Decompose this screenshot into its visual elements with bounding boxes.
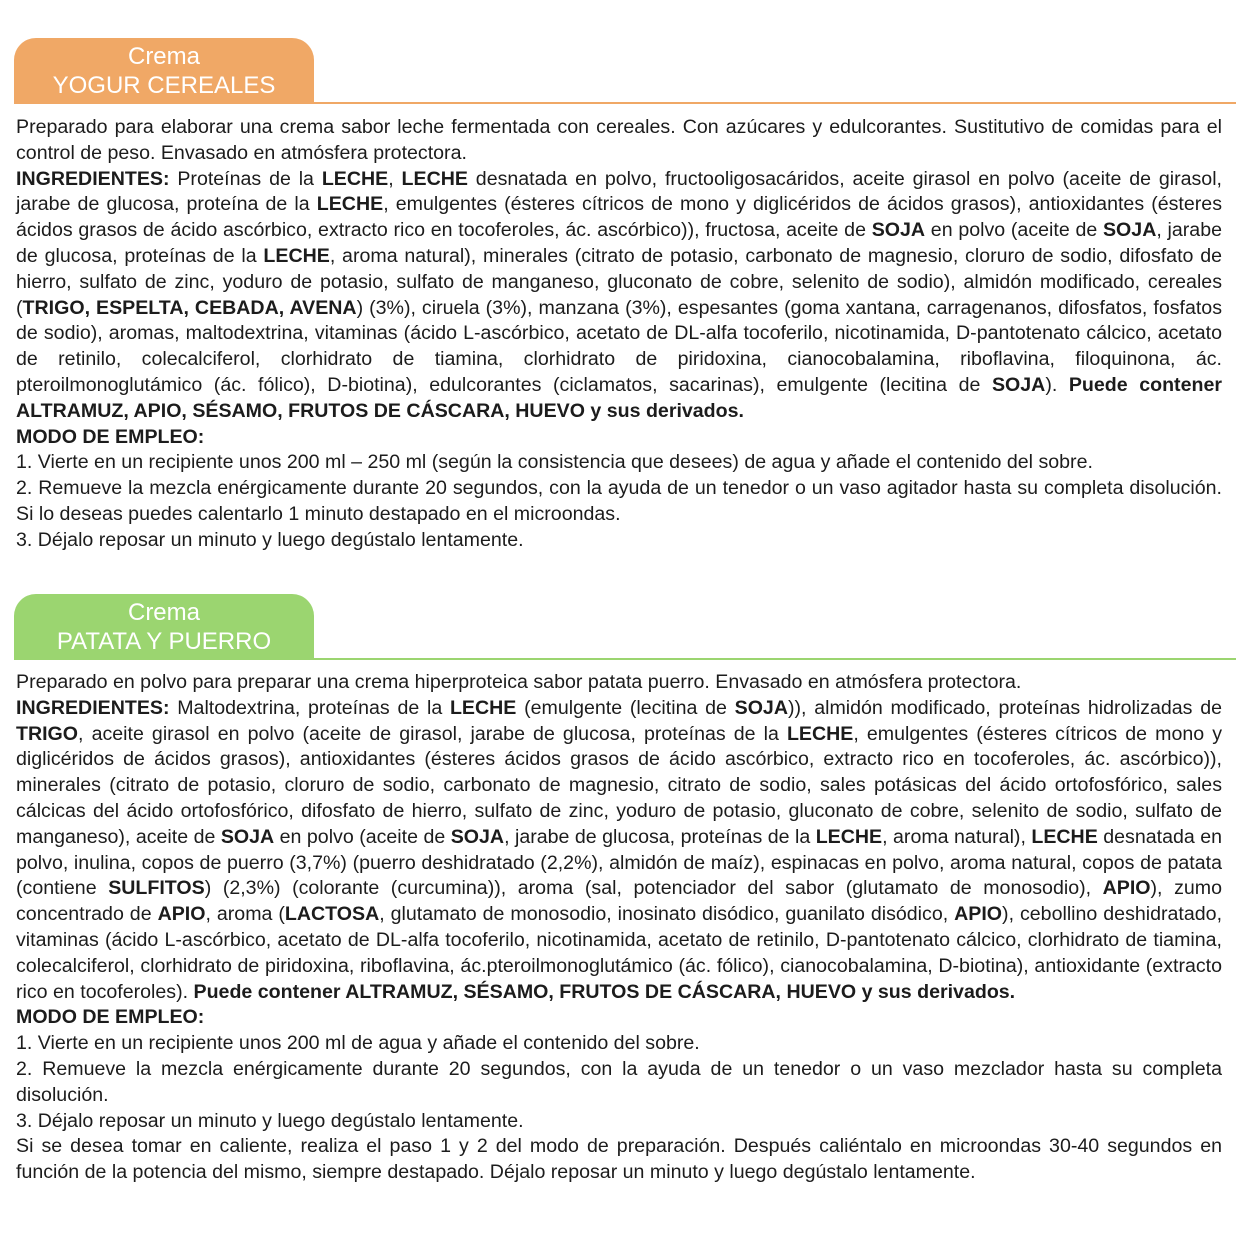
allergen-highlight: LACTOSA — [284, 903, 380, 926]
ingredients-paragraph — [16, 167, 1222, 425]
allergen-highlight: TRIGO, ESPELTA, CEBADA, AVENA — [22, 296, 357, 319]
section-divider — [14, 658, 1236, 660]
allergen-highlight: APIO — [954, 903, 1003, 926]
usage-step: 2. Remueve la mezcla enérgicamente durante 20 segundos, con la ayuda de un tenedor o un vaso agitador hasta su completa disolución. Si lo deseas puedes calentarlo 1 minuto destapado en el microondas. — [16, 477, 1222, 525]
allergen-highlight: SOJA — [220, 825, 275, 848]
tab-title-line2: YOGUR CEREALES — [52, 72, 276, 99]
usage-step: 3. Déjalo reposar un minuto y luego degústalo lentamente. — [16, 528, 524, 551]
allergen-highlight: LECHE — [815, 825, 883, 848]
usage-step: 1. Vierte en un recipiente unos 200 ml – 250 ml (según la consistencia que desees) de agua y añade el contenido del sobre. — [16, 451, 1093, 474]
usage-step: 2. Remueve la mezcla enérgicamente durante 20 segundos, con la ayuda de un tenedor o un vaso mezclador hasta su completa disolución. — [16, 1057, 1222, 1106]
usage-note: Si se desea tomar en caliente, realiza el paso 1 y 2 del modo de preparación. Después caliéntalo en microondas 30-40 segundos en función de la potencia del mismo, siempre destapado. Déjalo reposar un minuto y luego degústalo lentamente. — [16, 1135, 1222, 1184]
tab-title-line1: Crema — [127, 43, 200, 70]
allergen-highlight: LECHE — [316, 193, 384, 216]
ingredients-list: Proteínas de la LECHE, LECHE desnatada en polvo, fructooligosacáridos, aceite girasol en polvo (aceite de girasol, jarabe de glucosa, proteína de la LECHE, emulgentes (ésteres cítricos de mono y diglicéridos de ácidos grasos), antioxidantes (ésteres ácidos grasos de ácido ascórbico, extracto rico en tocoferoles, ác. ascórbico)), fructosa, aceite de SOJA en polvo (aceite de SOJA, jarabe de glucosa, proteínas de la LECHE, aroma natural), minerales (citrato de potasio, carbonato de magnesio, cloruro de sodio, difosfato de hierro, sulfato de zinc, yoduro de potasio, sulfato de manganeso, gluconato de cobre, selenito de sodio), almidón modificado, cereales (TRIGO, ESPELTA, CEBADA, AVENA) (3%), ciruela (3%), manzana (3%), espesantes (goma xantana, carragenanos, difosfatos, fosfatos de sodio), aromas, maltodextrina, vitaminas (ácido L-ascórbico, acetato de DL-alfa tocoferilo, nicotinamida, D-pantotenato cálcico, acetato de retinilo, colecalciferol, clorhidrato de tiamina, clorhidrato de piridoxina, cianocobalamina, riboflavina, filoquinona, ác. pteroilmonoglutámico (ác. fólico), D-biotina), edulcorantes (ciclamatos, sacarinas), emulgente (lecitina de SOJA). Puede contener ALTRAMUZ, APIO, SÉSAMO, FRUTOS DE CÁSCARA, HUEVO y sus derivados. — [16, 167, 1223, 422]
section-divider — [14, 102, 1236, 104]
allergen-highlight: SOJA — [1102, 219, 1157, 242]
allergen-highlight: Puede contener ALTRAMUZ, APIO, SÉSAMO, FRUTOS DE CÁSCARA, HUEVO y sus derivados. — [16, 373, 1222, 422]
allergen-highlight: APIO — [1102, 877, 1151, 900]
allergen-highlight: SOJA — [450, 825, 505, 848]
section-tab-yogur-cereales — [14, 38, 314, 104]
allergen-highlight: LECHE — [321, 167, 389, 190]
ingredients-list: Maltodextrina, proteínas de la LECHE (emulgente (lecitina de SOJA)), almidón modificado, proteínas hidrolizadas de TRIGO, aceite girasol en polvo (aceite de girasol, jarabe de glucosa, proteínas de la LECHE, emulgentes (ésteres cítricos de mono y diglicéridos de ácidos grasos), antioxidantes (ésteres ácidos grasos de ácido ascórbico, extracto rico en tocoferoles, ác. ascórbico)), minerales (citrato de potasio, cloruro de sodio, carbonato de magnesio, citrato de sodio, sales potásicas del ácido ortofosfórico, sales cálcicas del ácido ortofosfórico, difosfato de hierro, sulfato de zinc, yoduro de potasio, gluconato de cobre, selenito de sodio, sulfato de manganeso), aceite de SOJA en polvo (aceite de SOJA, jarabe de glucosa, proteínas de la LECHE, aroma natural), LECHE desnatada en polvo, inulina, copos de puerro (3,7%) (puerro deshidratado (2,2%), almidón de maíz), espinacas en polvo, aroma natural, copos de patata (contiene SULFITOS) (2,3%) (colorante (curcumina)), aroma (sal, potenciador del sabor (glutamato de monosodio), APIO), zumo concentrado de APIO, aroma (LACTOSA, glutamato de monosodio, inosinato disódico, guanilato disódico, APIO), cebollino deshidratado, vitaminas (ácido L-ascórbico, acetato de DL-alfa tocoferilo, nicotinamida, acetato de retinilo, D-pantotenato cálcico, clorhidrato de tiamina, colecalciferol, clorhidrato de piridoxina, riboflavina, ác.pteroilmonoglutámico (ác. fólico), cianocobalamina, D-biotina), antioxidante (extracto rico en tocoferoles). Puede contener ALTRAMUZ, SÉSAMO, FRUTOS DE CÁSCARA, HUEVO y sus derivados. — [16, 696, 1223, 1003]
allergen-highlight: LECHE — [401, 167, 468, 190]
allergen-highlight: LECHE — [786, 722, 854, 745]
allergen-highlight: LECHE — [263, 244, 330, 267]
usage-label — [16, 425, 1222, 451]
product-description: Preparado en polvo para preparar una crema hiperproteica sabor patata puerro. Envasado en atmósfera protectora. — [16, 671, 1022, 693]
usage-label — [16, 1005, 1222, 1031]
product-description: Preparado para elaborar una crema sabor leche fermentada con cereales. Con azúcares y edulcorantes. Sustitutivo de comidas para el control de peso. Envasado en atmósfera protectora. — [16, 116, 1222, 164]
usage-label-text: MODO DE EMPLEO: — [16, 1006, 205, 1029]
allergen-highlight: Puede contener ALTRAMUZ, SÉSAMO, FRUTOS DE CÁSCARA, HUEVO y sus derivados. — [193, 980, 1016, 1003]
allergen-highlight: LECHE — [449, 696, 517, 719]
usage-step: 1. Vierte en un recipiente unos 200 ml de agua y añade el contenido del sobre. — [16, 1032, 700, 1055]
allergen-highlight: TRIGO — [16, 722, 79, 745]
allergen-highlight: SOJA — [734, 696, 788, 719]
ingredients-label: INGREDIENTES: — [16, 696, 170, 719]
tab-title-line1: Crema — [127, 599, 200, 626]
section-body-patata-puerro — [16, 670, 1222, 1186]
ingredients-paragraph — [16, 696, 1222, 1006]
tab-title-line2: PATATA Y PUERRO — [56, 628, 272, 655]
allergen-highlight: SOJA — [991, 373, 1046, 396]
section-tab-patata-puerro — [14, 594, 314, 660]
section-body-yogur-cereales — [16, 115, 1222, 554]
allergen-highlight: LECHE — [1031, 825, 1098, 848]
allergen-highlight: SOJA — [871, 219, 926, 242]
usage-label-text: MODO DE EMPLEO: — [16, 425, 205, 448]
ingredients-label: INGREDIENTES: — [16, 167, 170, 190]
allergen-highlight: SULFITOS — [108, 877, 205, 900]
usage-step: 3. Déjalo reposar un minuto y luego degústalo lentamente. — [16, 1109, 524, 1132]
allergen-highlight: APIO — [157, 903, 206, 926]
